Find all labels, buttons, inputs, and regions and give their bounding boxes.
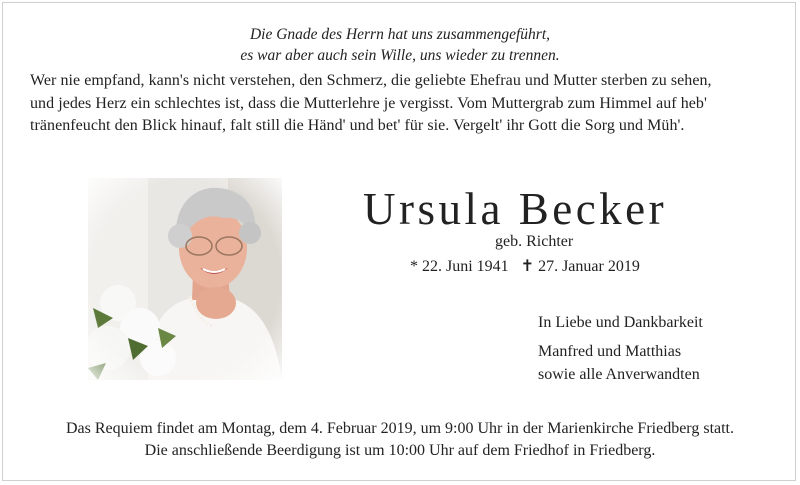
- mourners-names: Manfred und Matthias: [538, 343, 682, 360]
- memorial-poem: [30, 70, 775, 138]
- service-notice: [0, 418, 800, 462]
- mourners-intro: In Liebe und Dankbarkeit: [538, 314, 703, 331]
- portrait-illustration: [88, 178, 282, 380]
- poem-line: Wer nie empfand, kann's nicht verstehen, den Schmerz, die geliebte Ehefrau und Mutter sterben zu sehen,: [30, 72, 712, 89]
- poem-line: tränenfeucht den Blick hinauf, falt still die Händ' und bet' für sie. Vergelt' ihr Gott die Sorg und Müh'.: [30, 117, 685, 134]
- death-date: ✝ 27. Januar 2019: [520, 258, 640, 275]
- mourners-others: sowie alle Anverwandten: [538, 366, 700, 383]
- requiem-notice: Das Requiem findet am Montag, dem 4. Februar 2019, um 9:00 Uhr in der Marienkirche Friedberg statt.: [66, 420, 734, 437]
- burial-notice: Die anschließende Beerdigung ist um 10:00 Uhr auf dem Friedhof in Friedberg.: [144, 442, 656, 459]
- portrait-photo: [88, 178, 282, 380]
- life-dates: [410, 256, 640, 276]
- mourners-block: [538, 311, 703, 386]
- deceased-name: Ursula Becker: [363, 184, 668, 234]
- motto-line: Die Gnade des Herrn hat uns zusammengeführt,: [249, 26, 551, 43]
- birth-date: * 22. Juni 1941: [410, 258, 509, 275]
- maiden-name: geb. Richter: [495, 233, 574, 250]
- poem-line: und jedes Herz ein schlechtes ist, dass die Mutterlehre je vergisst. Vom Muttergrab zum Himmel auf heb': [30, 94, 707, 112]
- scripture-motto: [0, 24, 800, 66]
- motto-line: es war aber auch sein Wille, uns wieder zu trennen.: [240, 47, 560, 64]
